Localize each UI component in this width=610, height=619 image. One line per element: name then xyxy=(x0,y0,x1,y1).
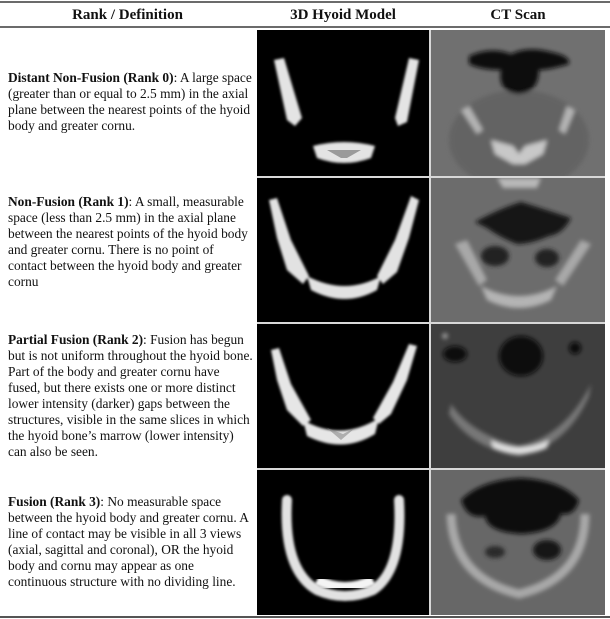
header-bottom-rule xyxy=(0,26,610,28)
definition-cell xyxy=(8,494,253,590)
table-top-rule xyxy=(0,1,610,3)
table-bottom-rule xyxy=(0,616,610,618)
table-row-rank-1 xyxy=(0,178,610,322)
ct-scan-image xyxy=(431,30,605,176)
definition-cell xyxy=(8,332,253,460)
rank-term: Distant Non-Fusion (Rank 0) xyxy=(8,70,174,85)
rank-definition: : A small, measurable space (less than 2.5 mm) in the axial plane between the nearest points of the hyoid body and greater cornu. There is no point of contact between the hyoid body and greater cornu xyxy=(8,194,248,289)
column-header-rank-definition: Rank / Definition xyxy=(72,7,183,23)
hyoid-3d-model-image xyxy=(257,178,429,322)
ct-scan-image xyxy=(431,470,605,615)
hyoid-3d-model-image xyxy=(257,470,429,615)
rank-term: Partial Fusion (Rank 2) xyxy=(8,332,144,347)
ct-scan-image xyxy=(431,178,605,322)
ct-scan-image xyxy=(431,324,605,468)
rank-term: Non-Fusion (Rank 1) xyxy=(8,194,129,209)
table-row-rank-0 xyxy=(0,30,610,176)
definition-cell xyxy=(8,194,253,290)
hyoid-3d-model-image xyxy=(257,30,429,176)
rank-term: Fusion (Rank 3) xyxy=(8,494,101,509)
column-header-ct-scan: CT Scan xyxy=(490,7,546,23)
column-header-3d-hyoid-model: 3D Hyoid Model xyxy=(290,7,396,23)
definition-cell xyxy=(8,70,253,134)
hyoid-3d-model-image xyxy=(257,324,429,468)
table-row-rank-3 xyxy=(0,470,610,615)
table-row-rank-2 xyxy=(0,324,610,468)
rank-definition: : No measurable space between the hyoid body and greater cornu. A line of contact may be visible in all 3 views (axial, sagittal and coronal), OR the hyoid body and cornu may appear as one continuous structure with no dividing line. xyxy=(8,494,249,589)
rank-definition: : Fusion has begun but is not uniform throughout the hyoid bone. Part of the body and greater cornu have fused, but there exists one or more distinct lower intensity (darker) gaps between the structures, visible in the same slices in which the hyoid bone’s marrow (lower intensity) can also be seen. xyxy=(8,332,253,459)
rank-definition: : A large space (greater than or equal to 2.5 mm) in the axial plane between the nearest points of the hyoid body and greater cornu. xyxy=(8,70,252,133)
